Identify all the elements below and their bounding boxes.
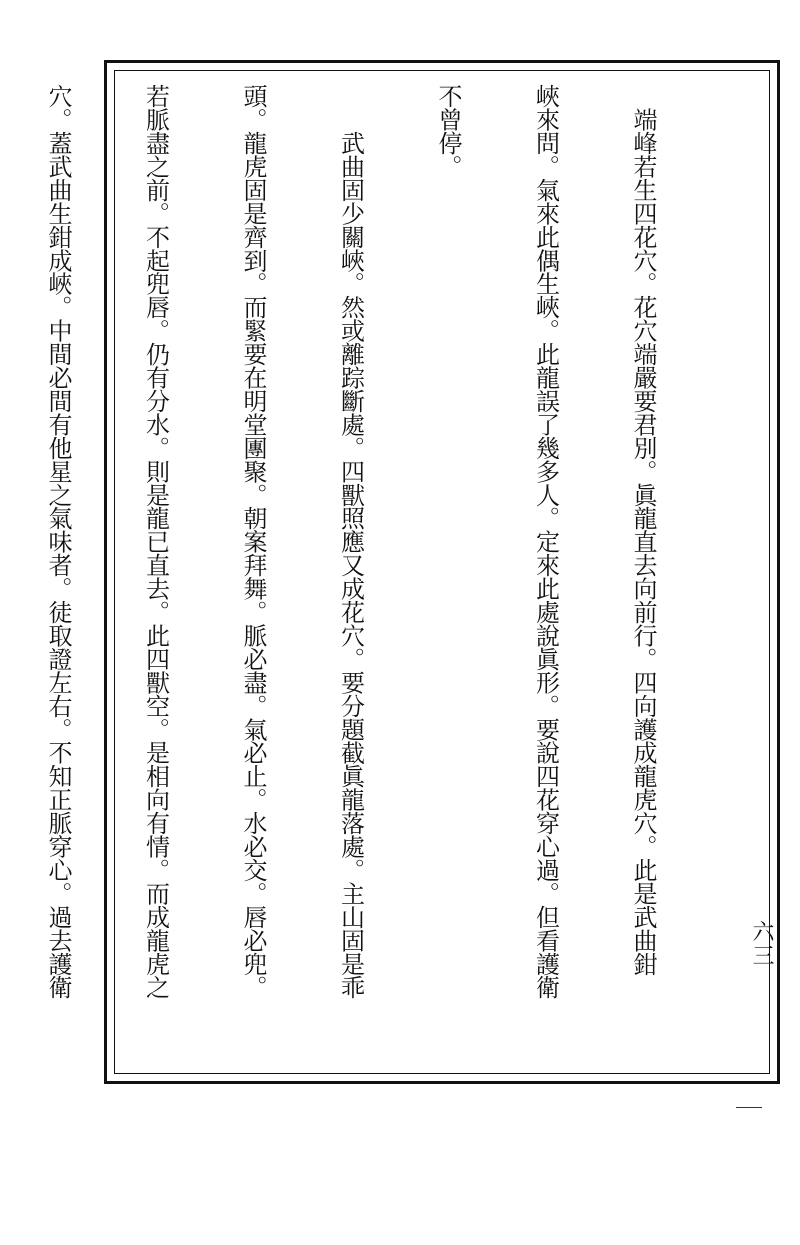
corner-rule — [736, 1107, 762, 1108]
text-column: 峽來問。氣來此偶生峽。此龍誤了幾多人。定來此處說眞形。要說四花穿心過。但看護衛 — [531, 84, 560, 999]
text-column: 不曾停。 — [434, 84, 462, 178]
text-column: 穴。蓋武曲生鉗成峽。中間必間有他星之氣味者。徒取證左右。不知正脈穿心。過去護衛 — [44, 84, 72, 999]
vertical-text-body — [44, 84, 724, 1066]
text-column: 若脈盡之前。不起兜唇。仍有分水。則是龍已直去。此四獸空。是相向有情。而成龍虎之 — [141, 84, 170, 999]
text-column: 頭。龍虎固是齊到。而緊要在明堂團聚。朝案拜舞。脈必盡。氣必止。水必交。唇必兜。 — [239, 84, 267, 999]
text-column: 武曲固少關峽。然或離踪斷處。四獸照應又成花穴。要分題截眞龍落處。主山固是乖 — [336, 84, 365, 999]
text-column: 端峰若生四花穴。花穴端嚴要君別。眞龍直去向前行。四向護成龍虎穴。此是武曲鉗 — [629, 84, 657, 976]
page-number: 六三 — [749, 920, 774, 968]
